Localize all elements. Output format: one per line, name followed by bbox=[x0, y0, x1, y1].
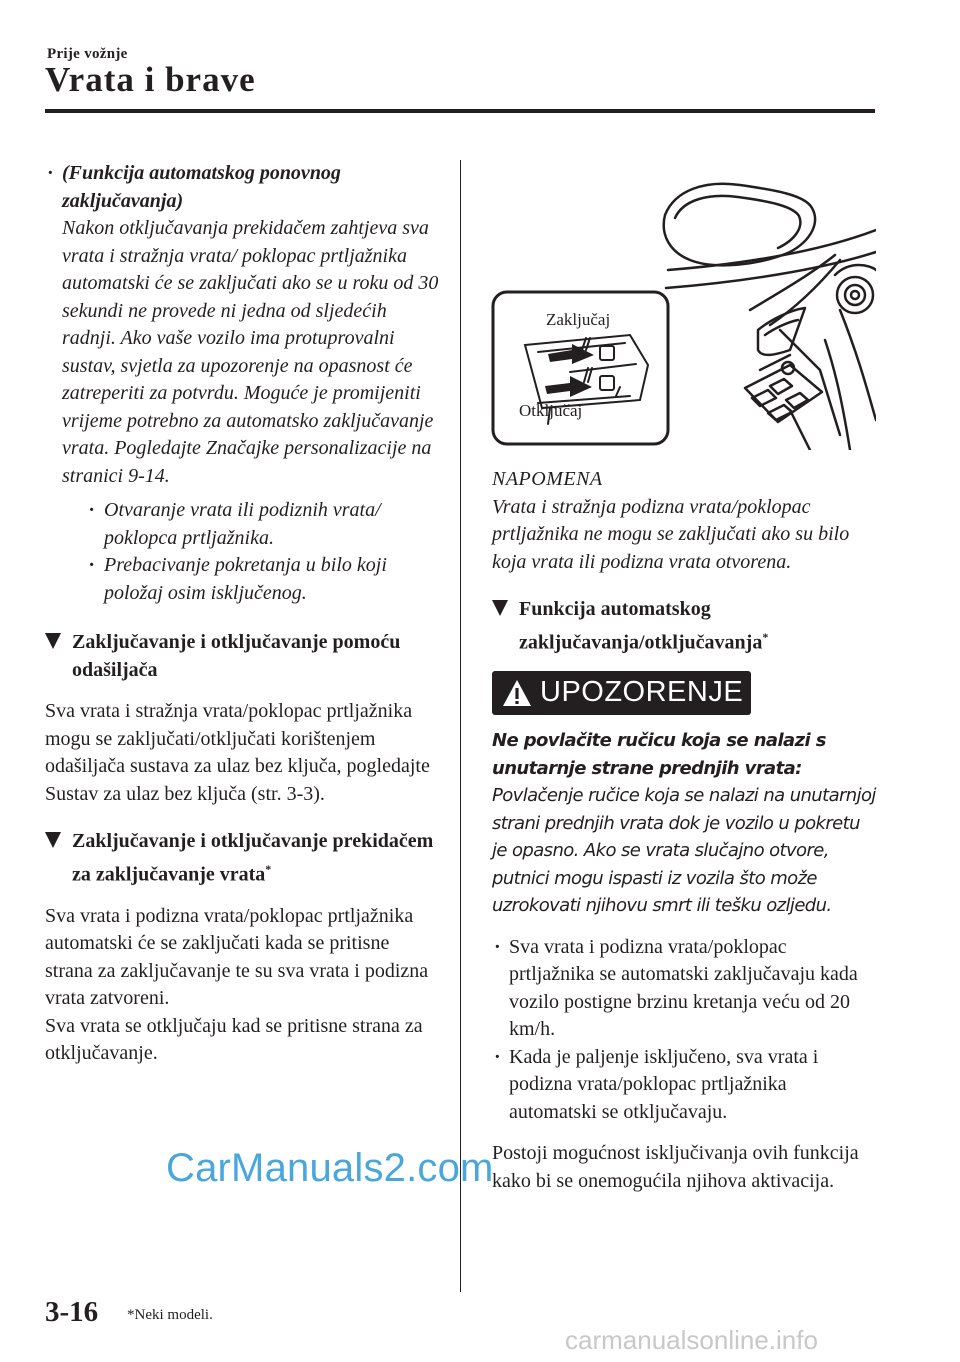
list-item: · Otvaranje vrata ili podiznih vrata/ poklopca prtljažnika. bbox=[87, 497, 440, 552]
door-lock-switch-figure bbox=[490, 160, 876, 450]
header-rule bbox=[45, 109, 875, 113]
warning-badge bbox=[492, 671, 751, 715]
section-label: Prije vožnje bbox=[47, 46, 128, 62]
left-column bbox=[45, 160, 440, 1068]
transmitter-heading-text: Zaključavanje i otključavanje pomoću odašiljača bbox=[72, 631, 401, 681]
right-column bbox=[492, 466, 877, 1195]
switch-heading bbox=[45, 828, 440, 889]
door-panel-illustration bbox=[490, 160, 876, 450]
column-divider bbox=[460, 160, 461, 1292]
note-body: Vrata i stražnja podizna vrata/poklopac prtljažnika ne mogu se zaključati ako su bilo koja vrata ili podizna vrata otvorena. bbox=[492, 495, 850, 573]
chapter-title: Vrata i brave bbox=[45, 60, 256, 99]
warning-body: Povlačenje ručice koja se nalazi na unutarnjoj strani prednjih vrata dok je vozilo u pokretu je opasno. Ako se vrata slučajno otvore, putnici mogu ispasti iz vozila što može uzrokovati njihovu smrt ili tešku ozljedu. bbox=[492, 785, 876, 917]
transmitter-heading bbox=[45, 629, 440, 684]
warning-icon bbox=[502, 679, 532, 707]
auto-lock-heading-text: Funkcija automatskog zaključavanja/otključavanja bbox=[519, 598, 763, 654]
triangle-down-icon bbox=[45, 633, 61, 649]
footnote: *Neki modeli. bbox=[127, 1307, 213, 1323]
asterisk-mark: * bbox=[762, 629, 769, 644]
note-title: NAPOMENA bbox=[492, 468, 603, 490]
asterisk-mark: * bbox=[265, 861, 272, 876]
list-item: · Kada je paljenje isključeno, sva vrata i podizna vrata/poklopac prtljažnika automatski se otključavaju. bbox=[492, 1044, 877, 1127]
warning-label: UPOZORENJE bbox=[540, 675, 744, 708]
triangle-down-icon bbox=[492, 600, 508, 616]
closing-text: Postoji mogućnost isključivanja ovih funkcija kako bi se onemogućila njihova aktivacija. bbox=[492, 1142, 859, 1192]
warning-text bbox=[492, 727, 877, 920]
warning-bold: Ne povlačite ručicu koja se nalazi s unutarnje strane prednjih vrata: bbox=[492, 730, 826, 779]
switch-body-1: Sva vrata i podizna vrata/poklopac prtljažnika automatski će se zaključati kada se pritisne strana za zaključavanje te su sva vrata i podizna vrata zatvoreni. bbox=[45, 904, 429, 1010]
auto-lock-list bbox=[492, 934, 877, 1127]
page-number: 3-16 bbox=[45, 1296, 99, 1328]
lock-label: Zaključaj bbox=[546, 310, 611, 329]
auto-relock-list bbox=[87, 497, 440, 607]
unlock-label: Otključaj bbox=[519, 401, 583, 420]
auto-relock-block bbox=[45, 160, 440, 607]
list-item: · Sva vrata i podizna vrata/poklopac prtljažnika se automatski zaključavaju kada vozilo postigne brzinu kretanja veću od 20 km/h. bbox=[492, 934, 877, 1044]
site-watermark: carmanualsonline.info bbox=[565, 1325, 818, 1355]
auto-lock-heading bbox=[492, 596, 877, 657]
brand-watermark: CarManuals2.com bbox=[166, 1146, 494, 1190]
switch-body-2: Sva vrata se otključaju kad se pritisne strana za otključavanje. bbox=[45, 1014, 423, 1065]
transmitter-body: Sva vrata i stražnja vrata/poklopac prtljažnika mogu se zaključati/otključati korištenjem odašiljača sustava za ulaz bez ključa, pogledajte Sustav za ulaz bez ključa (str. 3-3). bbox=[45, 700, 430, 805]
auto-relock-body: Nakon otključavanja prekidačem zahtjeva sva vrata i stražnja vrata/ poklopac prtljažnika automatski će se zaključati ako se u roku od 30 sekundi ne provede ni jedna od sljedećih radnji. Ako vaše vozilo ima protuprovalni sustav, svjetla za upozorenje na opasnost će zatreperiti za potvrdu. Moguće je promijeniti vrijeme potrebno za automatsko zaključavanje vrata. Pogledajte Značajke personalizacije na stranici 9-14. bbox=[62, 217, 439, 487]
auto-relock-title: · (Funkcija automatskog ponovnog zaključavanja) bbox=[62, 162, 341, 212]
list-item: · Prebacivanje pokretanja u bilo koji položaj osim isključenog. bbox=[87, 552, 440, 607]
triangle-down-icon bbox=[45, 832, 61, 848]
switch-heading-text: Zaključavanje i otključavanje prekidačem za zaključavanje vrata bbox=[72, 830, 434, 886]
